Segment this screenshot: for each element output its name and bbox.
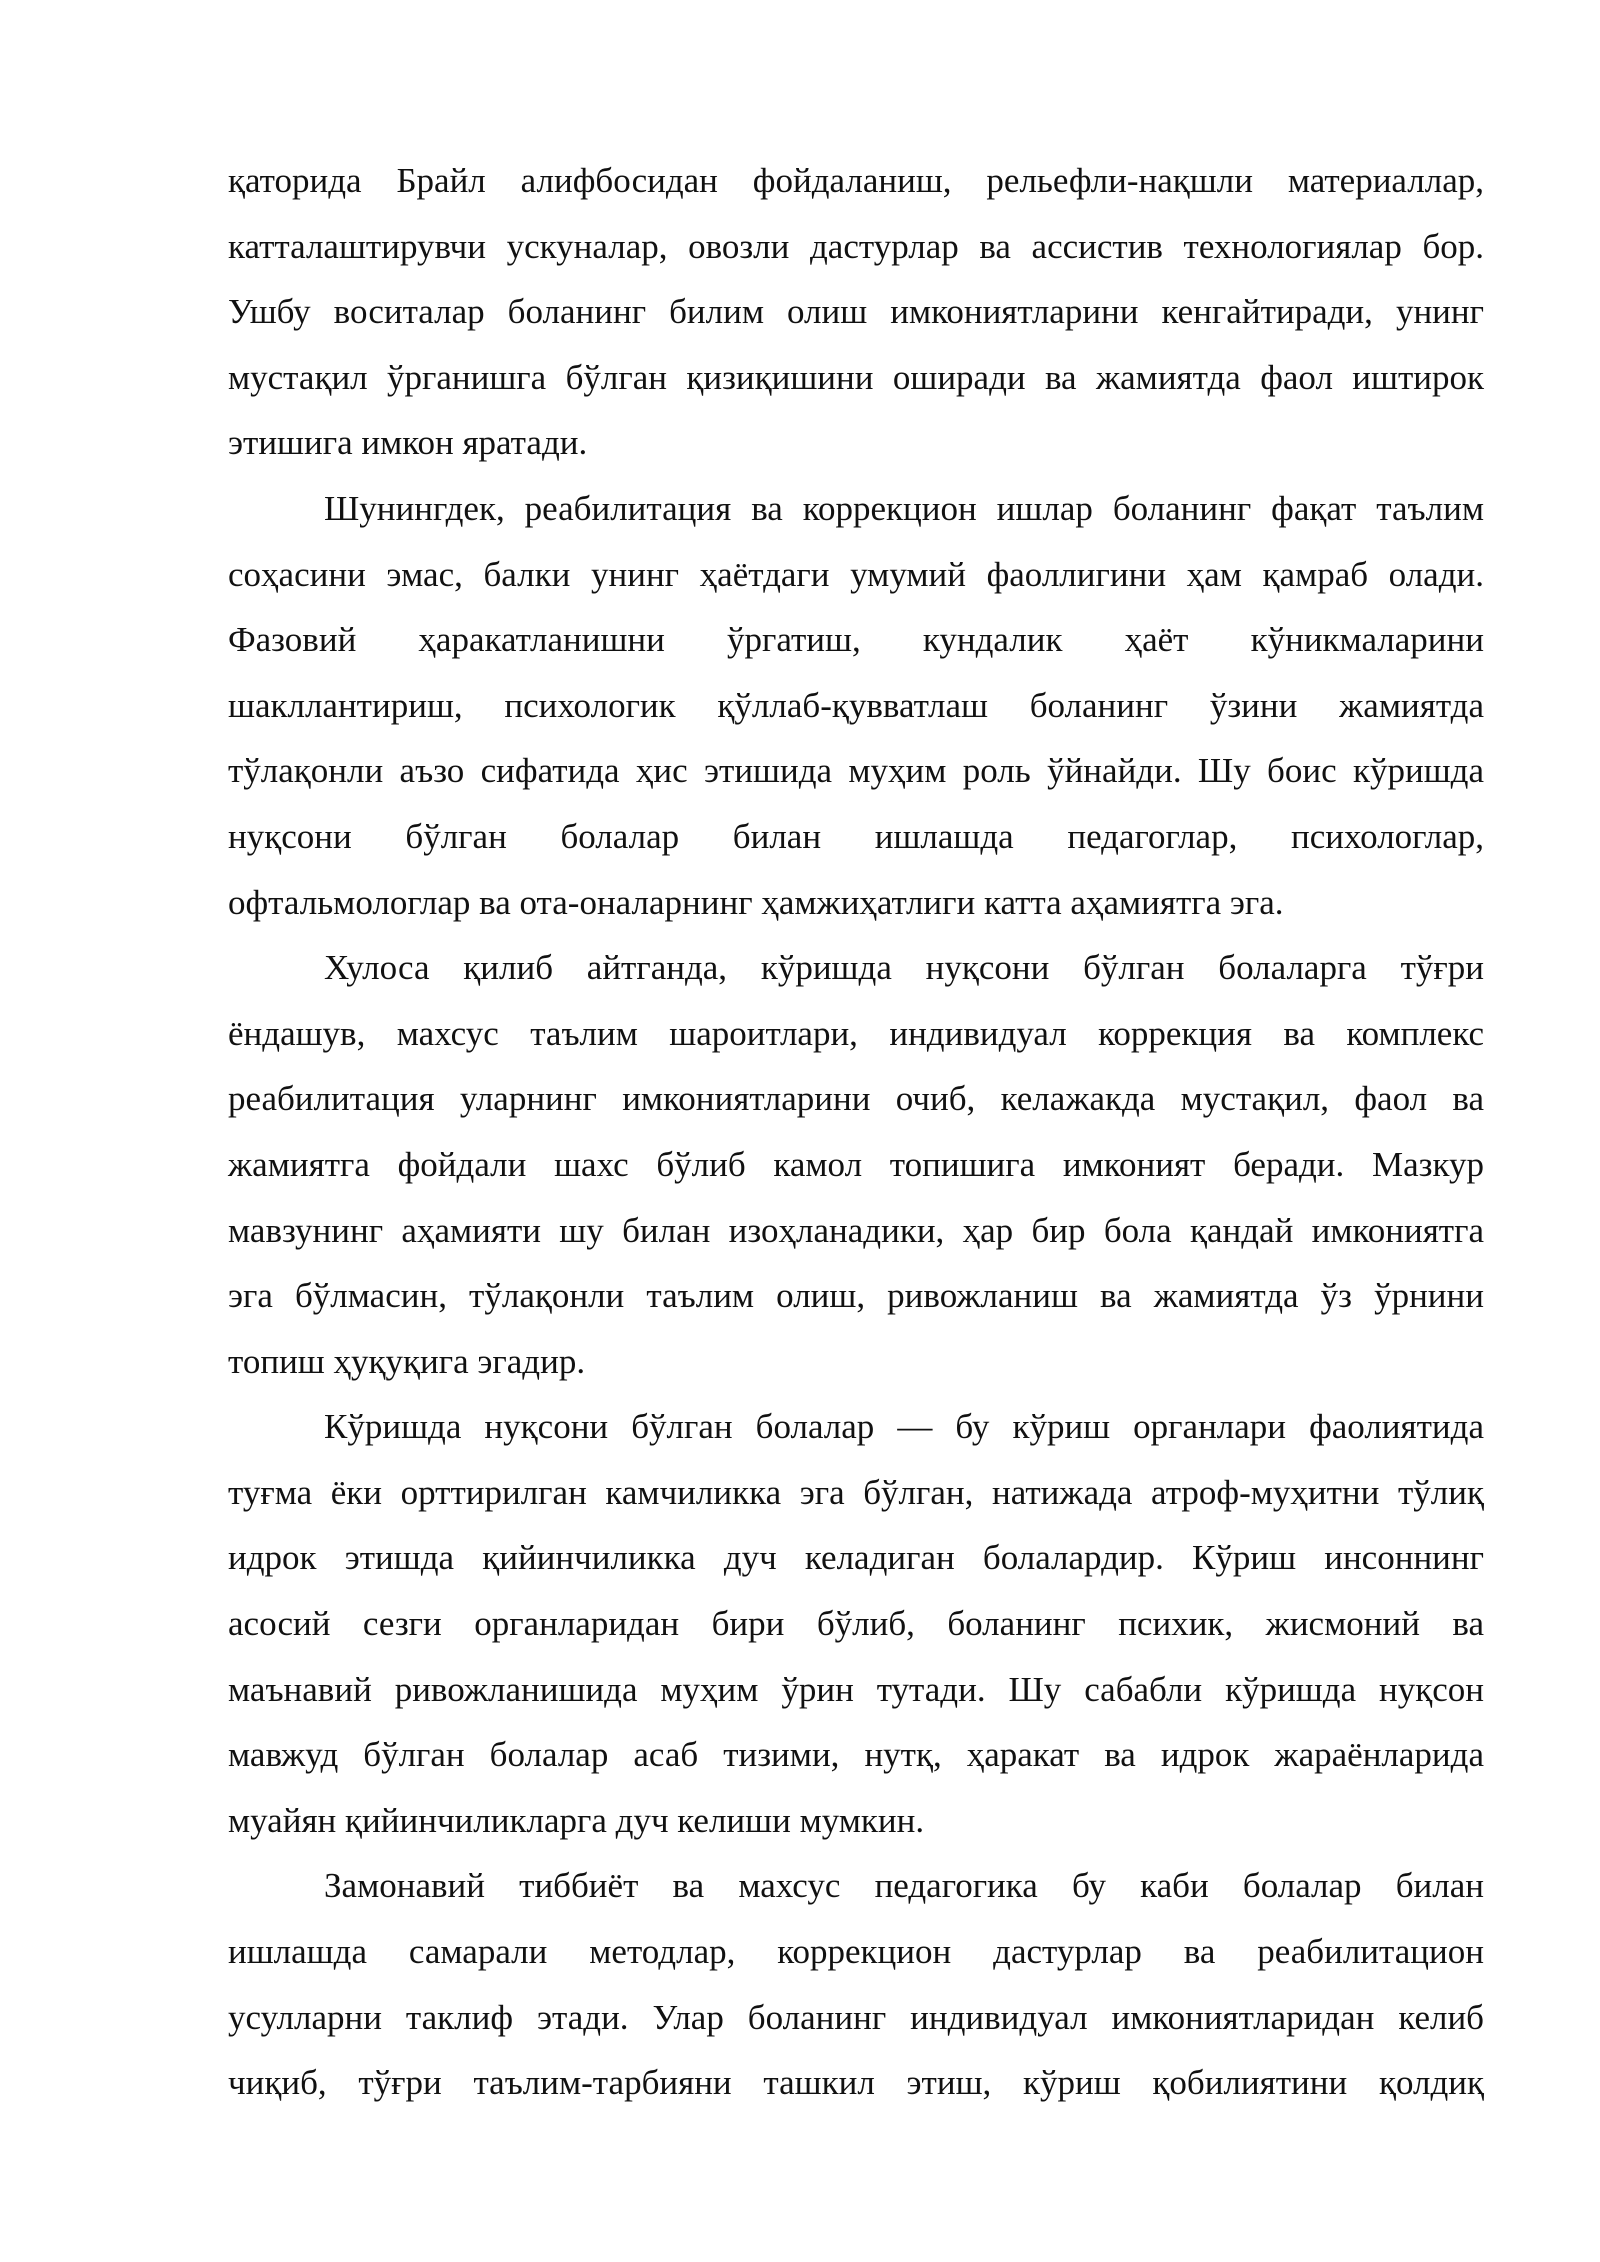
text-line: Фазовий ҳаракатланишни ўргатиш, кундалик ҳаёт кўникмаларини: [228, 620, 1484, 660]
text-line: Ушбу воситалар боланинг билим олиш имкониятларини кенгайтиради, унинг: [228, 292, 1484, 332]
text-line: идрок этишда қийинчиликка дуч келадиган болалардир. Кўриш инсоннинг: [228, 1538, 1484, 1578]
text-line: этишига имкон яратади.: [228, 423, 588, 463]
text-line: маънавий ривожланишида муҳим ўрин тутади. Шу сабабли кўришда нуқсон: [228, 1669, 1484, 1709]
text-line: катталаштирувчи ускуналар, овозли дастурлар ва ассистив технологиялар бор.: [228, 226, 1484, 266]
text-line: жамиятга фойдали шахс бўлиб камол топишига имконият беради. Мазкур: [228, 1144, 1484, 1184]
text-line: ишлашда самарали методлар, коррекцион дастурлар ва реабилитацион: [228, 1932, 1484, 1972]
text-line: Кўришда нуқсони бўлган болалар — бу кўриш органлари фаолиятида: [324, 1407, 1484, 1447]
text-line: офтальмологлар ва ота-оналарнинг ҳамжиҳатлиги катта аҳамиятга эга.: [228, 882, 1284, 922]
text-line: қаторида Брайл алифбосидан фойдаланиш, рельефли-нақшли материаллар,: [228, 161, 1484, 200]
text-line: реабилитация уларнинг имкониятларини очиб, келажакда мустақил, фаол ва: [228, 1079, 1484, 1119]
paragraph-1: [228, 148, 1484, 476]
text-line: мавжуд бўлган болалар асаб тизими, нутқ, ҳаракат ва идрок жараёнларида: [228, 1735, 1484, 1775]
text-line: Шунингдек, реабилитация ва коррекцион ишлар боланинг фақат таълим: [324, 488, 1484, 528]
text-line: мавзунинг аҳамияти шу билан изоҳланадики, ҳар бир бола қандай имкониятга: [228, 1210, 1484, 1250]
paragraph-2: [228, 476, 1484, 935]
paragraph-5: [228, 1853, 1484, 2115]
text-line: тўлақонли аъзо сифатида ҳис этишида муҳим роль ўйнайди. Шу боис кўришда: [228, 751, 1484, 791]
text-line: туғма ёки орттирилган камчиликка эга бўлган, натижада атроф-муҳитни тўлиқ: [228, 1472, 1484, 1512]
text-line: ёндашув, махсус таълим шароитлари, индивидуал коррекция ва комплекс: [228, 1013, 1484, 1053]
text-line: соҳасини эмас, балки унинг ҳаётдаги умумий фаоллигини ҳам қамраб олади.: [228, 554, 1484, 594]
text-line: чиқиб, тўғри таълим-тарбияни ташкил этиш, кўриш қобилиятини қолдиқ: [228, 2063, 1484, 2103]
text-line: усулларни таклиф этади. Улар боланинг индивидуал имкониятларидан келиб: [228, 1997, 1484, 2037]
paragraph-4: [228, 1394, 1484, 1853]
text-line: нуқсони бўлган болалар билан ишлашда педагоглар, психологлар,: [228, 816, 1484, 856]
text-line: шакллантириш, психологик қўллаб-қувватлаш боланинг ўзини жамиятда: [228, 685, 1484, 725]
text-line: муайян қийинчиликларга дуч келиши мумкин.: [228, 1800, 925, 1840]
text-line: топиш ҳуқуқига эгадир.: [228, 1341, 586, 1381]
text-line: Хулоса қилиб айтганда, кўришда нуқсони бўлган болаларга тўғри: [324, 948, 1484, 988]
text-line: мустақил ўрганишга бўлган қизиқишини оширади ва жамиятда фаол иштирок: [228, 357, 1484, 397]
document-page: [228, 148, 1484, 2116]
paragraph-3: [228, 935, 1484, 1394]
text-line: Замонавий тиббиёт ва махсус педагогика бу каби болалар билан: [324, 1866, 1484, 1906]
text-line: эга бўлмасин, тўлақонли таълим олиш, ривожланиш ва жамиятда ўз ўрнини: [228, 1276, 1484, 1316]
text-line: асосий сезги органларидан бири бўлиб, боланинг психик, жисмоний ва: [228, 1604, 1484, 1644]
